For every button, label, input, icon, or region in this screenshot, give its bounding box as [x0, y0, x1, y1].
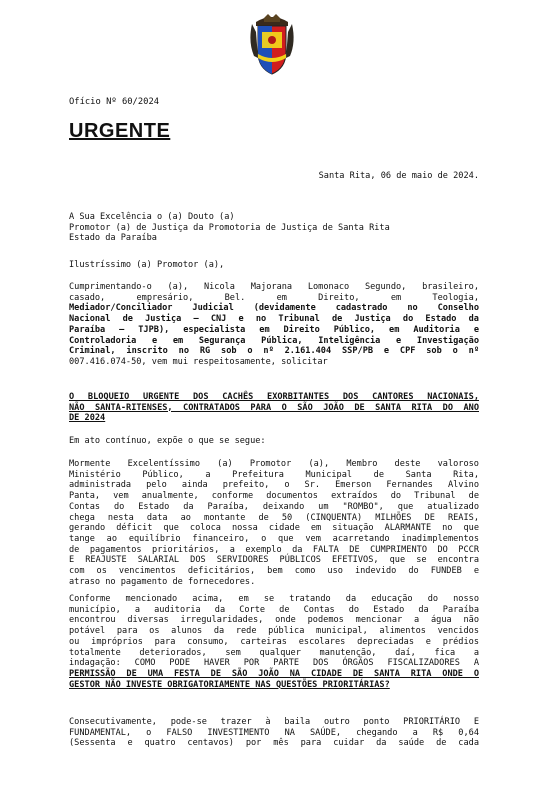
subject-block — [69, 392, 479, 424]
paragraph-1 — [69, 459, 479, 587]
subject-line: DE 2024 — [69, 413, 106, 424]
addressee-line: Promotor (a) de Justiça da Promotoria de Justiça de Santa Rita — [69, 222, 390, 233]
addressee-line: Estado da Paraíba — [69, 233, 157, 244]
paragraph-line: tange ao equilíbrio financeiro, o que vem acarretando inadimplementos — [69, 533, 479, 544]
paragraph-line: com os vencimentos deficitários, bem como uso indevido do FUNDEB e — [69, 566, 479, 577]
paragraph-line: Ministério Público, a Prefeitura Municipal de Santa Rita, — [69, 469, 479, 480]
paragraph-line: Cumprimentando-o (a), Nicola Majorana Lomonaco Segundo, brasileiro, — [69, 282, 479, 292]
paragraph-line: Criminal, inscrito no RG sob o nº 2.161.404 SSP/PB e CPF sob o nº — [69, 346, 479, 357]
page-title: URGENTE — [69, 120, 171, 142]
paragraph-line: atraso no pagamento de fornecedores. — [69, 576, 256, 587]
paragraph-line: PERMISSÃO DE UMA FESTA DE SÃO JOÃO NA CIDADE DE SANTA RITA ONDE O — [69, 668, 479, 679]
addressee-line: A Sua Excelência o (a) Douto (a) — [69, 212, 235, 222]
paragraph-line: GESTOR NÃO INVESTE OBRIGATORIAMENTE NAS QUESTÕES PRIORITÁRIAS? — [69, 679, 390, 690]
paragraph-line: de pagamentos prioritários, a exemplo da FALTA DE CUMPRIMENTO DO PCCR — [69, 544, 479, 555]
paragraph-line: Contas do Estado da Paraíba, deixando um "ROMBO", que atualizado — [69, 501, 479, 512]
paragraph-line: chega nesta data ao montante de 50 (CINQUENTA) MILHÕES DE REAIS, — [69, 512, 479, 523]
paragraph-line: casado, empresário, Bel. em Direito, em Teologia, — [69, 292, 479, 303]
paragraph-line: 007.416.074-50, vem mui respeitosamente, solicitar — [69, 356, 328, 367]
paragraph-line: gerando déficit que coloca nossa cidade em situação ALARMANTE no que — [69, 523, 479, 534]
continuation-line: Em ato contínuo, expõe o que se segue: — [69, 436, 266, 446]
paragraph-line: ou impróprios para consumo, carteiras escolares depreciadas e prédios — [69, 636, 479, 647]
paragraph-line: Paraíba – TJPB), especialista em Direito Público, em Auditoria e — [69, 324, 479, 335]
paragraph-line: potável para os alunos da rede pública municipal, alimentos vencidos — [69, 626, 479, 637]
paragraph-line: município, a auditoria da Corte de Contas do Estado da Paraíba — [69, 604, 479, 615]
paragraph-line: Consecutivamente, pode-se trazer à baila outro ponto PRIORITÁRIO E — [69, 717, 479, 727]
paragraph-line: Mormente Excelentíssimo (a) Promotor (a), Membro deste valoroso — [69, 459, 479, 469]
paragraph-line: indagação: COMO PODE HAVER POR PARTE DOS ÓRGÃOS FISCALIZADORES A — [69, 658, 479, 669]
paragraph-line: administrada pelo ainda prefeito, o Sr. Emerson Fernandes Alvino — [69, 480, 479, 491]
paragraph-2 — [69, 594, 479, 690]
addressee-block — [69, 212, 479, 244]
paragraph-line: Conforme mencionado acima, em se tratando da educação do nosso — [69, 594, 479, 604]
paragraph-line: FUNDAMENTAL, o FALSO INVESTIMENTO NA SAÚDE, chegando a R$ 0,64 — [69, 727, 479, 738]
salutation: Ilustríssimo (a) Promotor (a), — [69, 260, 225, 270]
date-line: Santa Rita, 06 de maio de 2024. — [318, 171, 479, 181]
paragraph-line: Mediador/Conciliador Judicial (devidamente cadastrado no Conselho — [69, 303, 479, 314]
paragraph-line: E REAJUSTE SALARIAL DOS SERVIDORES PÚBLICOS EFETIVOS, que se encontra — [69, 555, 479, 566]
paragraph-line: Nacional de Justiça – CNJ e no Tribunal de Justiça do Estado da — [69, 314, 479, 325]
paragraph-line: encontrou diversas irregularidades, onde podemos mencionar a água não — [69, 615, 479, 626]
paragraph-3 — [69, 717, 479, 749]
intro-paragraph — [69, 282, 479, 368]
paragraph-line: (Sessenta e quatro centavos) por mês para cuidar da saúde de cada — [69, 738, 479, 749]
paragraph-line: Panta, vem anualmente, conforme documentos extraídos do Tribunal de — [69, 491, 479, 502]
paragraph-line: totalmente deteriorados, sem qualquer manutenção, daí, fica a — [69, 647, 479, 658]
oficio-number: Ofício Nº 60/2024 — [69, 97, 160, 107]
coat-of-arms-icon — [248, 12, 296, 78]
subject-line: O BLOQUEIO URGENTE DOS CACHÊS EXORBITANTES DOS CANTORES NACIONAIS, — [69, 392, 479, 402]
subject-line: NÃO SANTA-RITENSES, CONTRATADOS PARA O SÃO JOÃO DE SANTA RITA DO ANO — [69, 402, 479, 413]
paragraph-line: Controladoria e em Segurança Pública, Inteligência e Investigação — [69, 335, 479, 346]
